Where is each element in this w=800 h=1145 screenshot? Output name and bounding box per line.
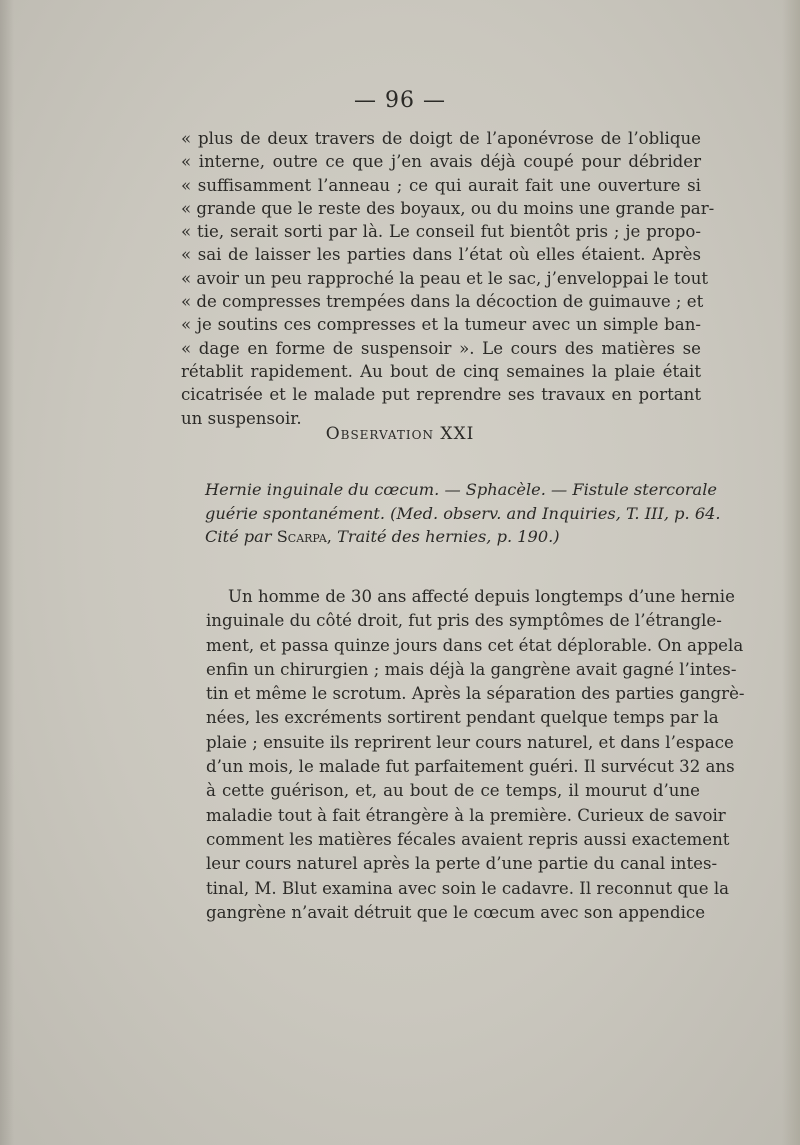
text-line: « dage en forme de suspensoir ». Le cours des matières se [181, 338, 701, 358]
body-line: inguinale du côté droit, fut pris des symptômes de l’étrangle- [206, 611, 722, 631]
text-line: un suspensoir. [181, 408, 302, 428]
body-line: Un homme de 30 ans affecté depuis longtemps d’une hernie [228, 587, 735, 606]
observation-subtitle [205, 478, 721, 549]
body-line: plaie ; ensuite ils reprirent leur cours naturel, et dans l’espace [206, 732, 734, 752]
quoted-passage [181, 127, 715, 430]
body-line: nées, les excréments sortirent pendant quelque temps par la [206, 708, 719, 728]
body-line: comment les matières fécales avaient repris aussi exactement [206, 829, 730, 849]
body-line: maladie tout à fait étrangère à la première. Curieux de savoir [206, 805, 726, 825]
subtitle-reference: Traité des hernies, p. 190.) [337, 527, 560, 546]
text-line: « sai de laisser les parties dans l’état où elles étaient. Après [181, 245, 701, 265]
subtitle-line: Hernie inguinale du cœcum. — Sphacèle. — Fistule stercorale [205, 480, 717, 499]
text-line: rétablit rapidement. Au bout de cinq semaines la plaie était [181, 361, 701, 381]
subtitle-line [205, 525, 701, 549]
text-line: « grande que le reste des boyaux, ou du moins une grande par- [181, 198, 715, 218]
text-line: « plus de deux travers de doigt de l’aponévrose de l’oblique [181, 129, 701, 148]
page-edge-shadow-left [0, 0, 14, 1145]
page-edge-shadow-right [782, 0, 800, 1145]
text-line: « tie, serait sorti par là. Le conseil fut bientôt pris ; je propo- [181, 222, 701, 242]
body-line: leur cours naturel après la perte d’une partie du canal intes- [206, 854, 718, 874]
text-line: « avoir un peu rapproché la peau et le sac, j’enveloppai le tout [181, 268, 709, 288]
subtitle-author: Scarpa, [276, 527, 332, 546]
body-line: tinal, M. Blut examina avec soin le cadavre. Il reconnut que la [206, 878, 730, 898]
observation-heading: Observation XXI [325, 424, 475, 444]
body-line: enfin un chirurgien ; mais déjà la gangrène avait gagné l’intes- [206, 659, 737, 679]
text-line: « suffisamment l’anneau ; ce qui aurait fait une ouverture si [181, 175, 701, 195]
subtitle-cite: Cité par [205, 527, 272, 546]
text-line: « de compresses trempées dans la décoction de guimauve ; et [181, 292, 704, 312]
text-line: « je soutins ces compresses et la tumeur avec un simple ban- [181, 315, 701, 335]
body-line: tin et même le scrotum. Après la séparation des parties gangrè- [206, 684, 745, 704]
body-line: ment, et passa quinze jours dans cet état déplorable. On appela [206, 635, 744, 655]
subtitle-line: guérie spontanément. (Med. observ. and Inquiries, T. III, p. 64. [205, 503, 721, 523]
text-line: « interne, outre ce que j’en avais déjà coupé pour débrider [181, 152, 701, 172]
body-line: à cette guérison, et, au bout de ce temps, il mourut d’une [206, 781, 700, 801]
text-line: cicatrisée et le malade put reprendre ses travaux en portant [181, 385, 701, 405]
page-number: — 96 — [354, 88, 446, 113]
body-line: d’un mois, le malade fut parfaitement guéri. Il survécut 32 ans [206, 757, 735, 777]
observation-body [206, 585, 745, 925]
body-line: gangrène n’avait détruit que le cœcum avec son appendice [206, 902, 706, 922]
